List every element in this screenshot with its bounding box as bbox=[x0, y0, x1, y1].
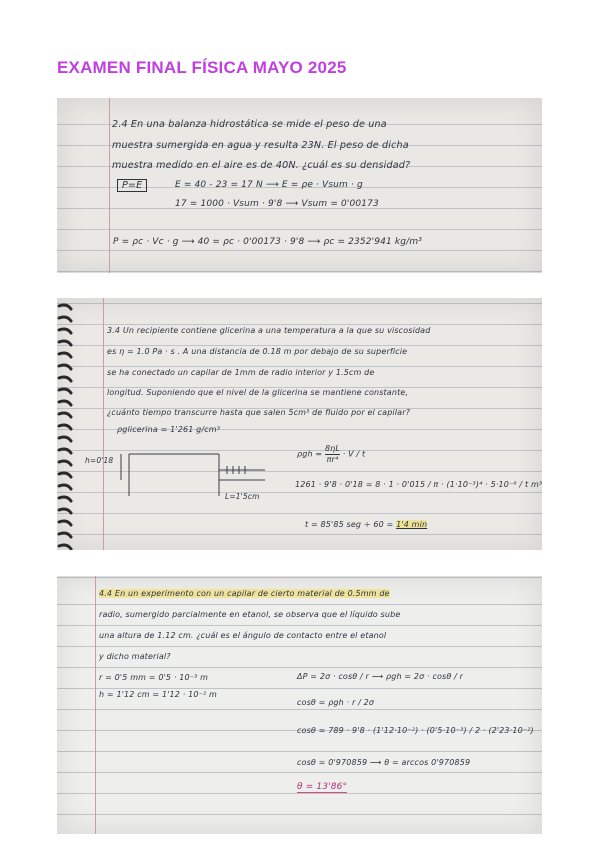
final-answer: 1'4 min bbox=[396, 520, 428, 529]
length-label: L=1'5cm bbox=[225, 492, 260, 501]
work-line: cosθ = 789 · 9'8 · (1'12·10⁻²) · (0'5·10⁻³) / 2 · (2'23·10⁻²) bbox=[297, 726, 534, 735]
final-answer: θ = 13'86° bbox=[297, 782, 348, 792]
statement-line: y dicho material? bbox=[99, 652, 171, 661]
substitution-line: 1261 · 9'8 · 0'18 = 8 · 1 · 0'015 / π · (1·10⁻³)⁴ · 5·10⁻⁶ / t m³ bbox=[295, 480, 542, 489]
poiseuille-equation: ρgh = $\frac{8\eta L}{\text{πr⁴}}$ · V / t bbox=[297, 444, 366, 464]
boxed-equation: P=E bbox=[117, 180, 147, 191]
margin-line bbox=[103, 298, 104, 550]
work-line: cosθ = 0'970859 ⟶ θ = arccos 0'970859 bbox=[297, 758, 471, 767]
result-line: t = 85'85 seg ÷ 60 = 1'4 min bbox=[305, 520, 428, 529]
work-line: cosθ = ρgh · r / 2σ bbox=[297, 698, 375, 707]
photo-problem-1 bbox=[57, 98, 542, 273]
statement-line: es η = 1.0 Pa · s . A una distancia de 0.18 m por debajo de su superficie bbox=[107, 347, 408, 356]
statement-line: longitud. Suponiendo que el nivel de la glicerina se mantiene constante, bbox=[107, 388, 409, 397]
work-line: E = 40 - 23 = 17 N ⟶ E = ρe · Vsum · g bbox=[175, 180, 363, 190]
statement-line: 3.4 Un recipiente contiene glicerina a una temperatura a la que su viscosidad bbox=[107, 326, 431, 335]
container-diagram bbox=[115, 446, 285, 511]
work-line: ΔP = 2σ · cosθ / r ⟶ ρgh = 2σ · cosθ / r bbox=[297, 672, 464, 681]
work-line: P = ρc · Vc · g ⟶ 40 = ρc · 0'00173 · 9'8 ⟶ ρc = 2352'941 kg/m³ bbox=[113, 237, 423, 247]
given-radius: r = 0'5 mm = 0'5 · 10⁻³ m bbox=[99, 673, 209, 682]
statement-line: ¿cuánto tiempo transcurre hasta que salen 5cm³ de fluido por el capilar? bbox=[107, 408, 411, 417]
statement-line: radio, sumergido parcialmente en etanol, se observa que el líquido sube bbox=[99, 610, 401, 619]
statement-line: 4.4 En un experimento con un capilar de cierto material de 0.5mm de bbox=[99, 589, 390, 598]
given-height: h = 1'12 cm = 1'12 · 10⁻² m bbox=[99, 690, 217, 699]
statement-line: una altura de 1.12 cm. ¿cuál es el ángulo de contacto entre el etanol bbox=[99, 631, 387, 640]
spiral-binding bbox=[57, 298, 73, 550]
margin-line bbox=[109, 98, 110, 273]
photo-problem-3 bbox=[57, 576, 542, 834]
statement-line: muestra sumergida en agua y resulta 23N. El peso de dicha bbox=[112, 140, 409, 151]
work-line: 17 = 1000 · Vsum · 9'8 ⟶ Vsum = 0'00173 bbox=[175, 199, 379, 209]
margin-line bbox=[95, 576, 96, 834]
statement-line: muestra medido en el aire es de 40N. ¿cuál es su densidad? bbox=[112, 160, 411, 171]
page-title: EXAMEN FINAL FÍSICA MAYO 2025 bbox=[57, 58, 347, 77]
density-line: ρglicerina = 1'261 g/cm³ bbox=[117, 425, 221, 434]
photo-problem-2 bbox=[57, 298, 542, 550]
statement-line: se ha conectado un capilar de 1mm de radio interior y 1.5cm de bbox=[107, 368, 375, 377]
height-label: h=0'18 bbox=[85, 456, 114, 465]
statement-line: 2.4 En una balanza hidrostática se mide el peso de una bbox=[112, 119, 387, 130]
